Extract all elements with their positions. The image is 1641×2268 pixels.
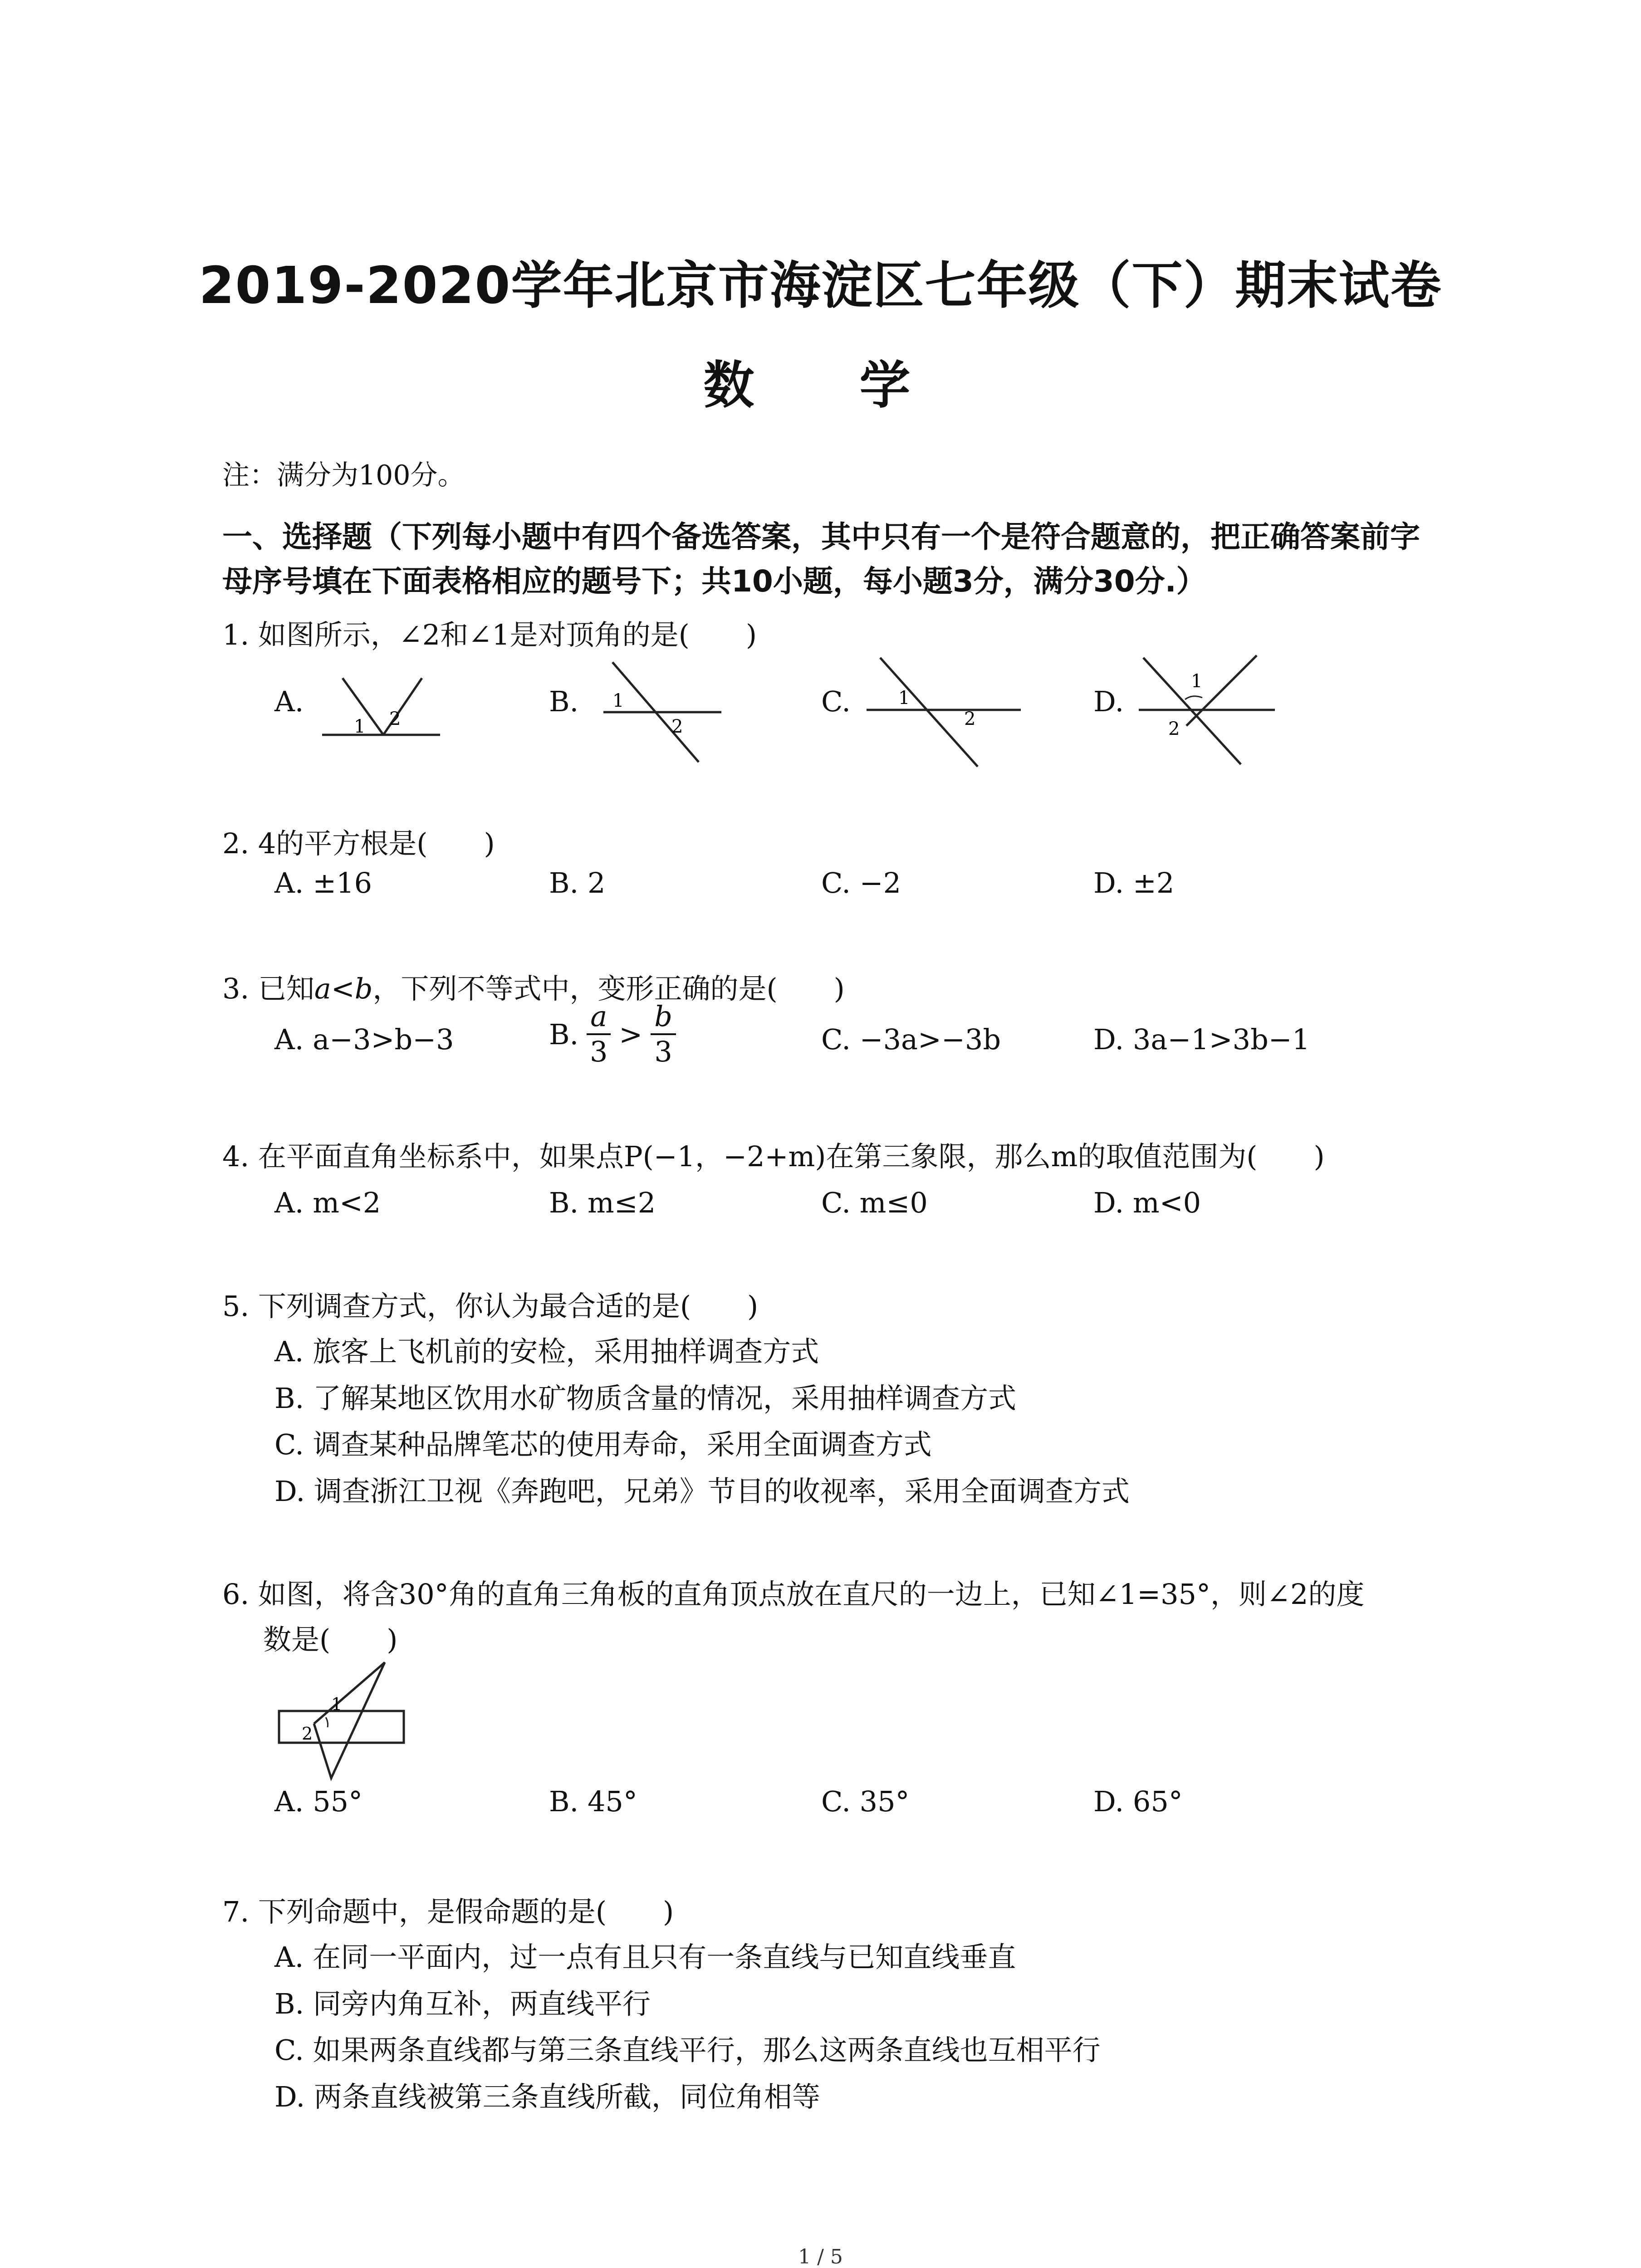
q1b-label-2: 2	[671, 716, 683, 737]
section-heading-line1: 一、选择题（下列每小题中有四个备选答案，其中只有一个是符合题意的，把正确答案前字	[222, 519, 1420, 554]
q3-option-b-label: B.	[549, 1017, 579, 1051]
q1-option-b: B.	[549, 685, 579, 718]
q1d-label-1: 1	[1191, 671, 1203, 692]
section-heading-line2: 母序号填在下面表格相应的题号下；共10小题，每小题3分，满分30分.）	[222, 564, 1206, 599]
q5-stem: 5. 下列调查方式，你认为最合适的是( )	[222, 1290, 759, 1323]
q2-option-b: B. 2	[549, 866, 606, 899]
q7-option-d: D. 两条直线被第三条直线所截，同位角相等	[274, 2080, 820, 2113]
q3-frac-b-num: b	[651, 1002, 676, 1035]
subject-heading: 数 学	[703, 356, 938, 415]
q1b-label-1: 1	[612, 690, 624, 711]
q7-option-c: C. 如果两条直线都与第三条直线平行，那么这两条直线也互相平行	[274, 2033, 1101, 2067]
q5-option-d: D. 调查浙江卫视《奔跑吧，兄弟》节目的收视率，采用全面调查方式	[274, 1475, 1130, 1508]
q3-option-a: A. a−3>b−3	[274, 1023, 454, 1056]
q4-option-a: A. m<2	[274, 1186, 381, 1219]
q2-option-d: D. ±2	[1093, 866, 1175, 899]
q1-option-d: D.	[1093, 685, 1124, 718]
q2-option-a: A. ±16	[274, 866, 372, 899]
score-note: 注：满分为100分。	[222, 459, 465, 491]
q7-option-a: A. 在同一平面内，过一点有且只有一条直线与已知直线垂直	[274, 1941, 1016, 1974]
q3-fraction-b	[651, 1002, 676, 1066]
q2-stem: 2. 4的平方根是( )	[222, 827, 495, 860]
q6-stem-line1: 6. 如图，将含30°角的直角三角板的直角顶点放在直尺的一边上，已知∠1=35°，则∠2的度	[222, 1578, 1365, 1611]
q4-stem: 4. 在平面直角坐标系中，如果点P(−1，−2+m)在第三象限，那么m的取值范围为( )	[222, 1140, 1325, 1173]
page-title: 2019-2020学年北京市海淀区七年级（下）期末试卷	[199, 256, 1442, 315]
q5-option-a: A. 旅客上飞机前的安检，采用抽样调查方式	[274, 1335, 819, 1368]
q3-option-b	[549, 1002, 676, 1066]
q5-option-c: C. 调查某种品牌笔芯的使用寿命，采用全面调查方式	[274, 1428, 932, 1461]
q1-stem: 1. 如图所示，∠2和∠1是对顶角的是( )	[222, 618, 757, 651]
q3-stem-suffix: ，下列不等式中，变形正确的是( )	[372, 972, 845, 1005]
q6-option-c: C. 35°	[821, 1785, 910, 1818]
q1-figure-d	[1134, 649, 1279, 771]
q3-frac-a-den: 3	[590, 1035, 608, 1068]
q6-label-1: 1	[331, 1694, 343, 1714]
q1c-label-1: 1	[898, 688, 910, 709]
q6-label-2: 2	[302, 1724, 313, 1744]
q3-option-c: C. −3a>−3b	[821, 1023, 1001, 1056]
q1-option-c: C.	[821, 685, 851, 718]
q6-option-a: A. 55°	[274, 1785, 363, 1818]
q1-figure-a	[318, 671, 445, 744]
q1-figure-b	[599, 658, 726, 767]
q1-figure-c	[862, 653, 1025, 776]
q4-option-c: C. m≤0	[821, 1186, 928, 1219]
q3-stem	[222, 966, 845, 1007]
q6-option-b: B. 45°	[549, 1785, 637, 1818]
q3-stem-var: a<b	[314, 972, 373, 1005]
q1c-label-2: 2	[964, 709, 976, 729]
q4-option-d: D. m<0	[1093, 1186, 1201, 1219]
q3-option-b-relation: >	[619, 1017, 643, 1051]
q6-figure	[272, 1656, 408, 1787]
q3-fraction-a	[587, 1002, 611, 1066]
q1-option-a: A.	[274, 685, 304, 718]
q3-frac-b-den: 3	[654, 1035, 672, 1068]
q4-option-b: B. m≤2	[549, 1186, 656, 1219]
q3-frac-a-num: a	[587, 1002, 611, 1035]
page-number: 1 / 5	[798, 2245, 843, 2268]
q3-option-d: D. 3a−1>3b−1	[1093, 1023, 1310, 1056]
q1d-label-2: 2	[1168, 719, 1180, 739]
q2-option-c: C. −2	[821, 866, 901, 899]
q7-option-b: B. 同旁内角互补，两直线平行	[274, 1987, 651, 2020]
q7-stem: 7. 下列命题中，是假命题的是( )	[222, 1895, 674, 1928]
q1a-label-1: 1	[354, 716, 366, 737]
q3-stem-prefix: 3. 已知	[222, 972, 314, 1005]
q6-option-d: D. 65°	[1093, 1785, 1183, 1818]
q1a-label-2: 2	[389, 709, 401, 729]
q6-stem-line2: 数是( )	[263, 1623, 398, 1656]
q5-option-b: B. 了解某地区饮用水矿物质含量的情况，采用抽样调查方式	[274, 1382, 1016, 1415]
